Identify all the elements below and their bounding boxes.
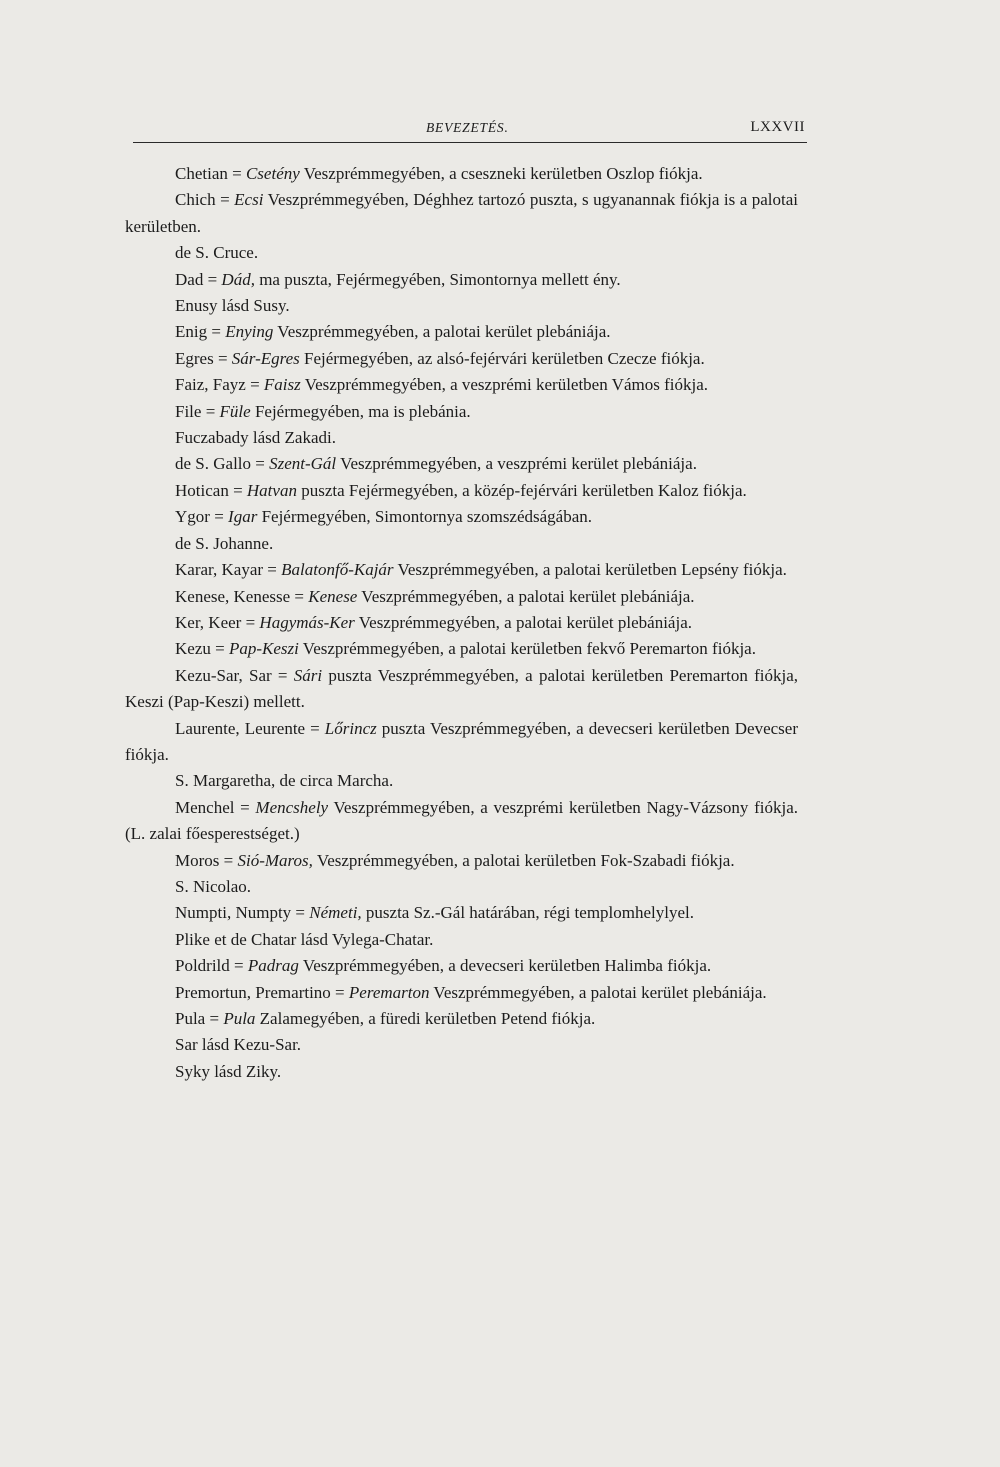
entry-name: Karar, Kayar = xyxy=(175,560,282,580)
entry-name: Moros = xyxy=(175,850,238,870)
entry xyxy=(125,451,798,477)
entry-modern-name: Pap-Keszi xyxy=(228,639,299,659)
entry-name: Premortun, Premartino = xyxy=(175,982,349,1002)
entry-name: Chetian = xyxy=(175,164,246,183)
running-header xyxy=(133,118,807,143)
entry-name: Ygor = xyxy=(175,507,229,527)
entry-name: Enig = xyxy=(175,322,226,342)
entry xyxy=(125,346,798,372)
entry xyxy=(125,557,798,583)
entry xyxy=(125,980,798,1006)
header-title: BEVEZETÉS. xyxy=(426,120,509,135)
entry-name: Chich = xyxy=(175,190,235,210)
entry-name: Menchel = xyxy=(175,797,256,817)
entry-modern-name: Lőrincz xyxy=(324,718,377,738)
entry-name: Laurente, Leurente = xyxy=(175,718,325,738)
entry-name: Enusy lásd Susy. xyxy=(175,296,290,316)
entry-name: de S. Cruce. xyxy=(175,243,259,263)
entry xyxy=(125,240,798,266)
entry xyxy=(125,953,798,979)
entry xyxy=(125,927,798,953)
entry-name: File = xyxy=(175,401,220,421)
entry-modern-name: Hagymás-Ker xyxy=(259,612,355,632)
entry-name: Poldrild = xyxy=(175,956,248,976)
entry-name: Fuczabady lásd Zakadi. xyxy=(175,428,336,448)
entry xyxy=(125,900,798,926)
entry-description: puszta Sz.-Gál határában, régi templomhelylyel. xyxy=(361,903,695,923)
entry-modern-name: Faisz xyxy=(263,375,301,395)
entry-modern-name: Füle xyxy=(219,401,251,421)
entry-description: Veszprémmegyében, a palotai kerület plebániája. xyxy=(354,612,692,632)
entry-name: Ker, Keer = xyxy=(175,612,260,632)
entry-description: Veszprémmegyében, a cseszneki kerületben Oszlop fiókja. xyxy=(299,164,703,183)
entry-description: Veszprémmegyében, a veszprémi kerületben Nagy-Vázsony fiókja. (L. zalai főesperestséget.) xyxy=(125,797,799,844)
entry xyxy=(125,874,798,900)
entry-modern-name: Igar xyxy=(228,507,258,527)
entry-description: Veszprémmegyében, a palotai kerület plebániája. xyxy=(357,586,695,606)
entry xyxy=(125,795,798,848)
entry-name: S. Margaretha, de circa Marcha. xyxy=(175,771,394,791)
entry-name: Hotican = xyxy=(175,480,247,500)
entry-description: Veszprémmegyében, a palotai kerület plebániája. xyxy=(429,982,767,1002)
entry xyxy=(125,293,798,319)
entry-modern-name: Balatonfő-Kajár xyxy=(281,560,394,580)
entry-name: S. Nicolao. xyxy=(175,876,252,896)
entry-name: de S. Johanne. xyxy=(175,533,274,553)
entry-modern-name: Mencshely xyxy=(255,797,329,817)
entry xyxy=(125,319,798,345)
entry-name: Pula = xyxy=(175,1009,224,1028)
entry-description: Fejérmegyében, az alsó-fejérvári kerületben Czecze fiókja. xyxy=(299,348,705,368)
entry-description: Veszprémmegyében, a palotai kerületben Fok-Szabadi fiókja. xyxy=(312,850,735,870)
entry-description: puszta Fejérmegyében, a közép-fejérvári kerületben Kaloz fiókja. xyxy=(296,480,747,500)
entry xyxy=(125,399,798,425)
entry-description: Veszprémmegyében, a palotai kerület plebániája. xyxy=(273,322,611,342)
entry-modern-name: Dád, xyxy=(221,269,255,289)
entry-name: Kenese, Kenesse = xyxy=(175,586,309,606)
entry-modern-name: Sár-Egres xyxy=(231,348,300,368)
entry-name: Syky lásd Ziky. xyxy=(175,1061,282,1081)
entry xyxy=(125,161,798,187)
entry xyxy=(125,1006,798,1032)
entry-description: puszta Veszprémmegyében, a palotai kerületben Peremarton fiókja, Keszi (Pap-Keszi) mellett. xyxy=(125,665,798,712)
entry-description: Zalamegyében, a füredi kerületben Petend fiókja. xyxy=(255,1009,596,1028)
entry-description: puszta Veszprémmegyében, a devecseri kerületben Devecser fiókja. xyxy=(125,718,799,764)
entry-description: Veszprémmegyében, a palotai kerületben Lepsény fiókja. xyxy=(393,560,787,580)
entry-modern-name: Csetény xyxy=(245,164,300,183)
entry xyxy=(125,504,798,530)
entry-description: ma puszta, Fejérmegyében, Simontornya mellett ény. xyxy=(254,269,621,289)
entry xyxy=(125,1059,798,1085)
entry xyxy=(125,478,798,504)
page-number: LXXVII xyxy=(750,119,805,135)
entry-description: Veszprémmegyében, a palotai kerületben fekvő Peremarton fiókja. xyxy=(298,639,756,659)
gazetteer-entries xyxy=(125,161,798,1085)
entry-modern-name: Peremarton xyxy=(348,982,430,1002)
entry-name: Egres = xyxy=(175,348,232,368)
entry-name: Kezu-Sar, Sar = xyxy=(175,665,294,685)
entry-description: Veszprémmegyében, a veszprémi kerületben Vámos fiókja. xyxy=(300,375,708,395)
entry-name: Dad = xyxy=(175,269,222,289)
entry-modern-name: Pula xyxy=(223,1009,256,1028)
entry-modern-name: Padrag xyxy=(247,956,299,976)
entry xyxy=(125,768,798,794)
entry-modern-name: Kenese xyxy=(308,586,358,606)
entry-name: Numpti, Numpty = xyxy=(175,903,310,923)
entry xyxy=(125,1032,798,1058)
entry xyxy=(125,425,798,451)
entry xyxy=(125,584,798,610)
entry-name: de S. Gallo = xyxy=(175,454,270,474)
entry xyxy=(125,610,798,636)
entry-description: Veszprémmegyében, a veszprémi kerület plebániája. xyxy=(336,454,697,474)
entry-name: Sar lásd Kezu-Sar. xyxy=(175,1035,302,1055)
entry-modern-name: Sári xyxy=(293,665,323,685)
entry-name: Faiz, Fayz = xyxy=(175,375,264,395)
entry-name: Plike et de Chatar lásd Vylega-Chatar. xyxy=(175,929,434,949)
entry xyxy=(125,372,798,398)
entry xyxy=(125,848,798,874)
entry-modern-name: Sió-Maros, xyxy=(237,850,313,870)
entry-name: Kezu = xyxy=(175,639,229,659)
entry-modern-name: Szent-Gál xyxy=(269,454,337,474)
entry-description: Fejérmegyében, ma is plebánia. xyxy=(250,401,471,421)
entry xyxy=(125,531,798,557)
entry xyxy=(125,267,798,293)
entry xyxy=(125,187,798,240)
entry-description: Veszprémmegyében, Déghhez tartozó puszta, s ugyanannak fiókja is a palotai kerületben. xyxy=(125,190,798,236)
entry-description: Veszprémmegyében, a devecseri kerületben Halimba fiókja. xyxy=(298,956,712,976)
entry-modern-name: Ecsi xyxy=(234,190,264,210)
entry xyxy=(125,636,798,662)
entry-modern-name: Hatvan xyxy=(246,480,297,500)
entry-description: Fejérmegyében, Simontornya szomszédságában. xyxy=(257,507,593,527)
entry-modern-name: Enying xyxy=(225,322,274,342)
entry xyxy=(125,716,798,769)
entry xyxy=(125,663,798,716)
entry-modern-name: Németi, xyxy=(309,903,362,923)
